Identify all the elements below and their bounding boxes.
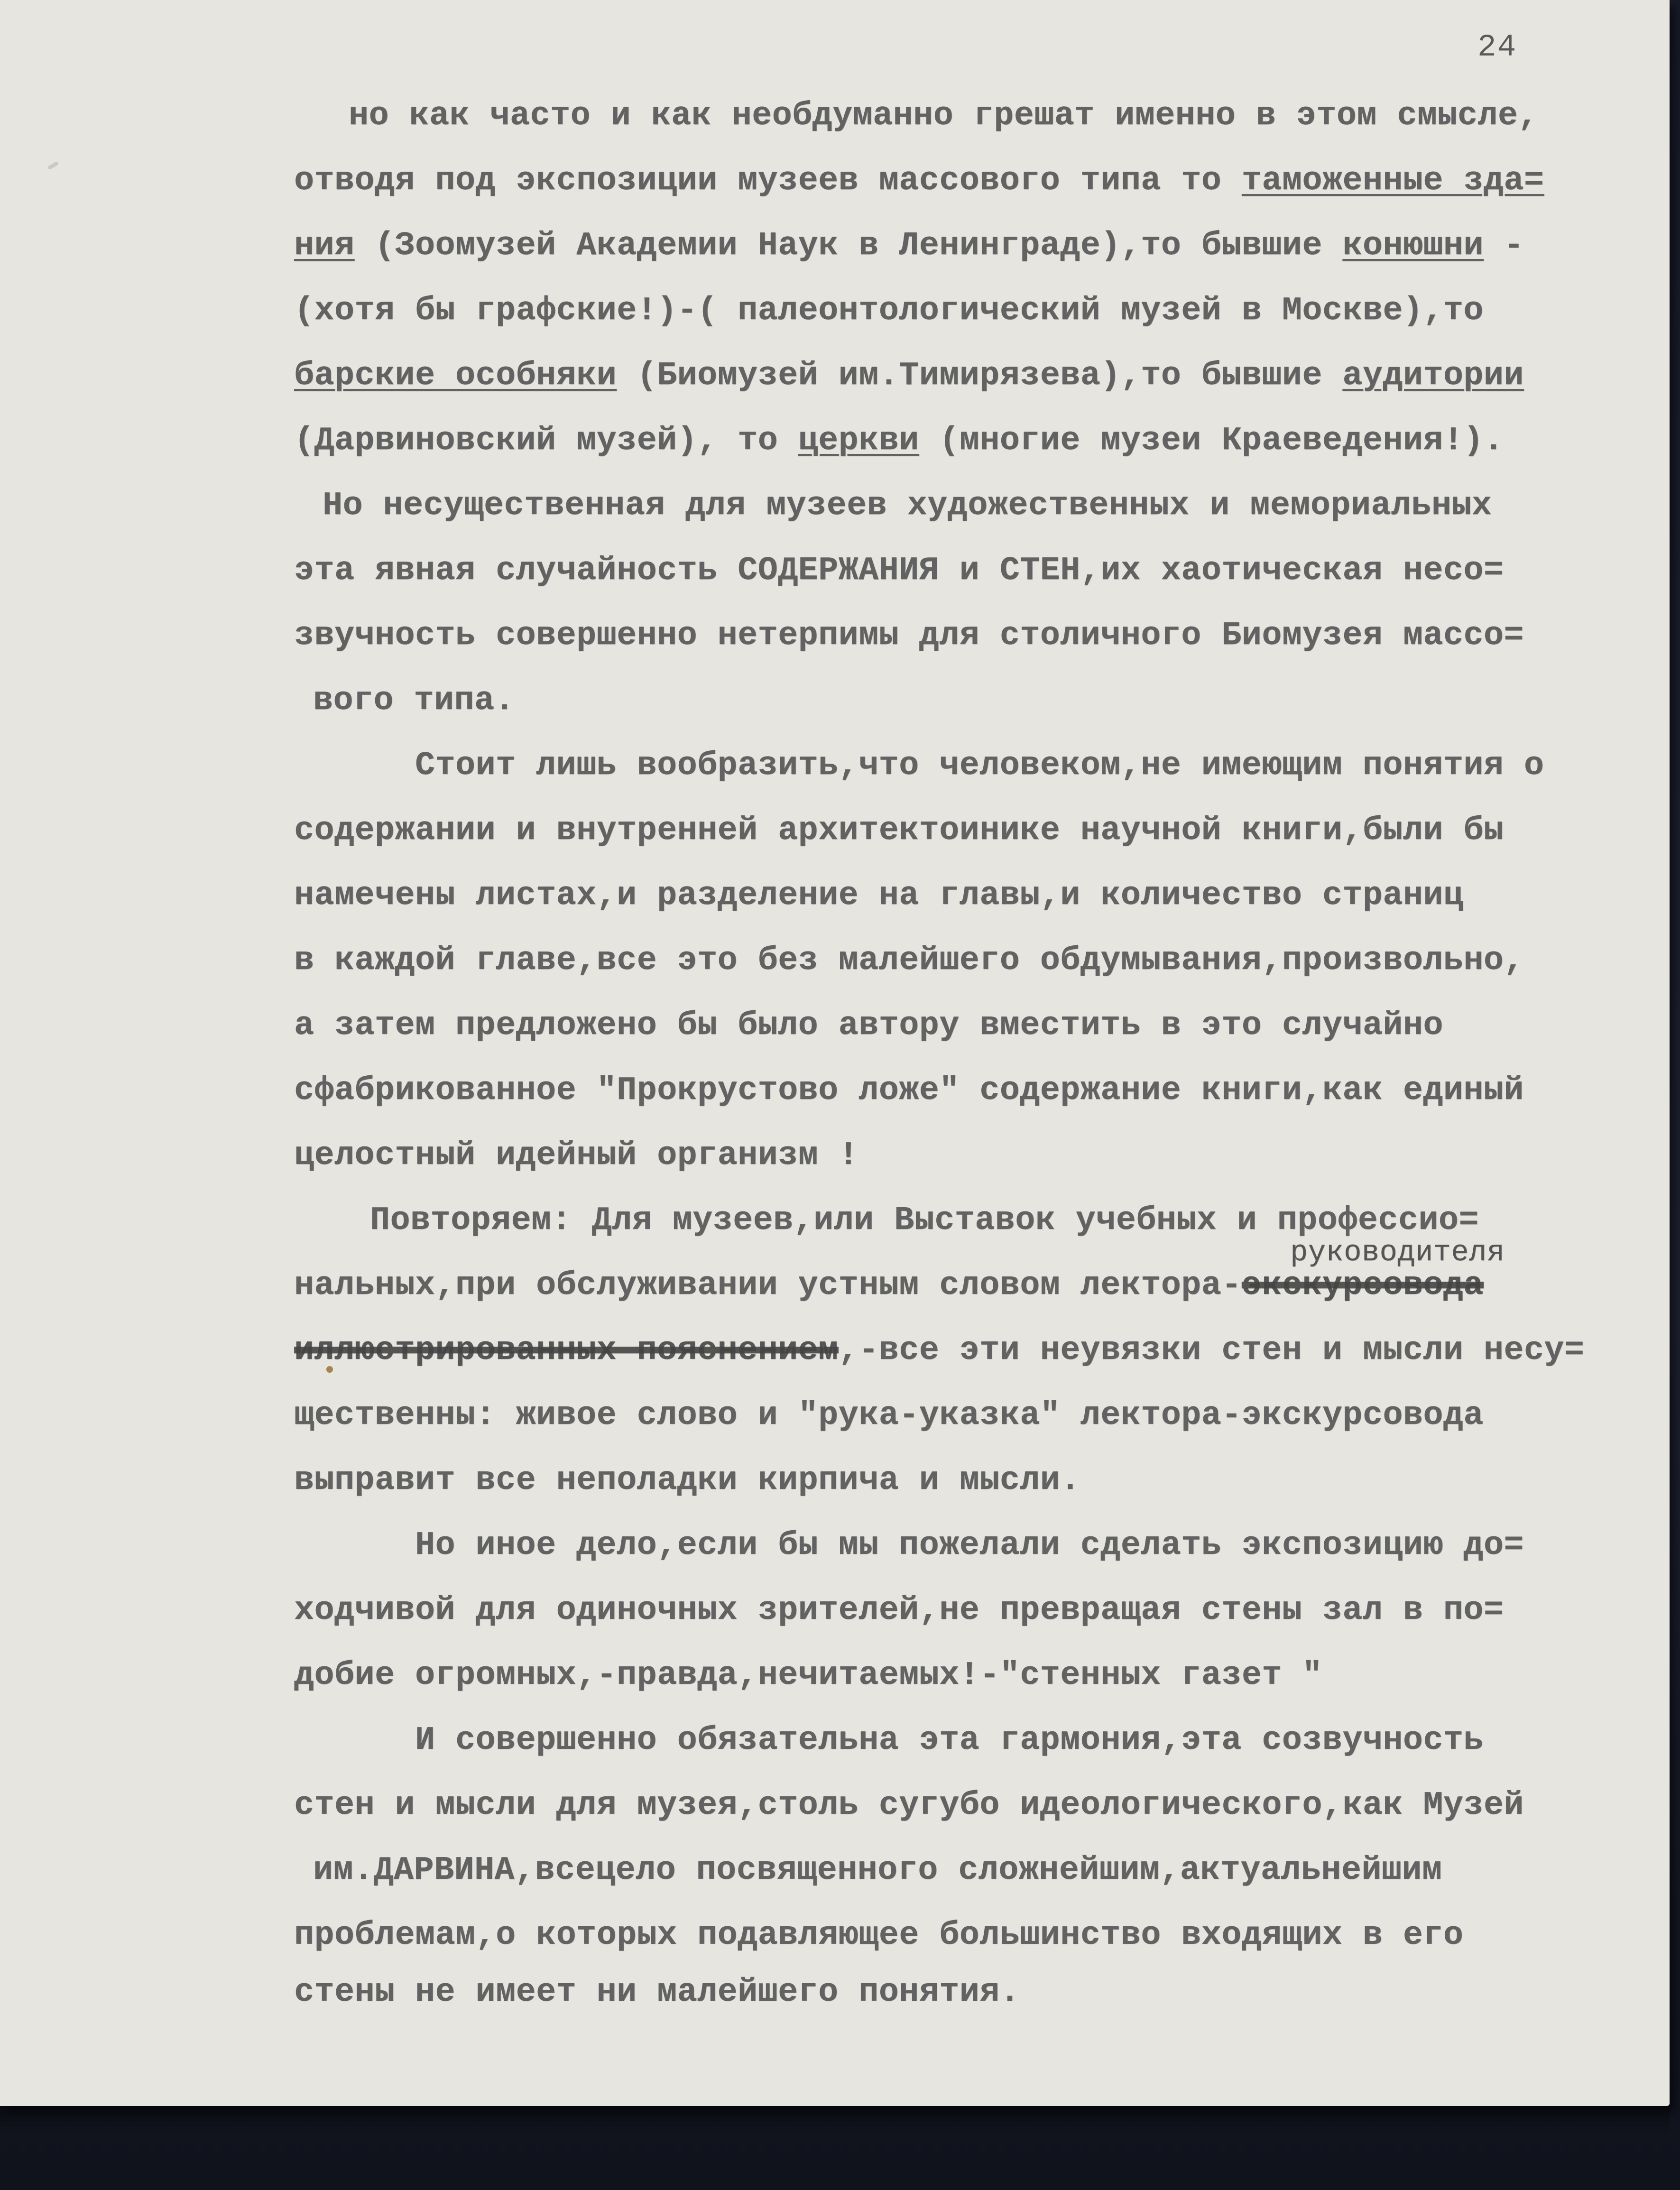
text-line xyxy=(294,1330,1613,1395)
text-line xyxy=(294,1236,1613,1330)
underlined-word: аудитории xyxy=(1342,357,1524,395)
underlined-word: барские особняки xyxy=(294,357,617,395)
text-segment: (Зоомузей Академии Наук в Ленинграде),то бывшие xyxy=(354,227,1343,265)
text-line xyxy=(294,160,1613,225)
text-line: а затем предложено бы было автору вместить в это случайно xyxy=(294,1007,1443,1044)
text-line: добие огромных,-правда,нечитаемых!-"стенных газет " xyxy=(294,1657,1322,1694)
struck-word: экскурсовода xyxy=(1241,1267,1484,1304)
underlined-word: церкви xyxy=(798,422,919,460)
text-line: Но несущественная для музеев художественных и мемориальных xyxy=(323,487,1492,525)
text-line: проблемам,о которых подавляющее большинство входящих в его xyxy=(294,1917,1464,1954)
underlined-word: ния xyxy=(294,227,355,265)
text-segment: (многие музеи Краеведения!). xyxy=(919,422,1504,460)
text-segment: (Биомузей им.Тимирязева),то бывшие xyxy=(617,357,1343,395)
text-line: эта явная случайность СОДЕРЖАНИЯ и СТЕН,их хаотическая несо= xyxy=(294,552,1504,590)
typed-text-body xyxy=(294,95,1613,2028)
text-segment: (Дарвиновский музей), то xyxy=(294,422,798,460)
text-line: сфабрикованное "Прокрустово ложе" содержание книги,как единый xyxy=(294,1072,1524,1109)
text-line: целостный идейный организм ! xyxy=(294,1137,859,1174)
text-line: И совершенно обязательна эта гармония,эта созвучность xyxy=(415,1722,1484,1759)
struck-phrase: иллюстрированных пояснением xyxy=(294,1332,839,1369)
text-line: звучность совершенно нетерпимы для столичного Биомузея массо= xyxy=(294,617,1524,655)
underlined-word: таможенные зда= xyxy=(1241,162,1544,200)
handwritten-insertion: руководителя xyxy=(1290,1236,1505,1269)
text-line: (хотя бы графские!)-( палеонтологический музей в Москве),то xyxy=(294,292,1484,330)
text-line xyxy=(294,355,1613,420)
text-line: содержании и внутренней архитектоинике научной книги,были бы xyxy=(294,812,1504,850)
text-line: но как часто и как необдуманно грешат именно в этом смысле, xyxy=(349,97,1538,135)
text-segment: отводя под экспозиции музеев массового типа то xyxy=(294,162,1242,200)
text-line: стен и мысли для музея,столь сугубо идеологического,как Музей xyxy=(294,1787,1524,1824)
text-line xyxy=(294,420,1613,485)
text-line: Повторяем: Для музеев,или Выставок учебных и профессио= xyxy=(370,1202,1479,1239)
text-line: им.ДАРВИНА,всецело посвященного сложнейшим,актуальнейшим xyxy=(313,1852,1442,1889)
page-number: 24 xyxy=(1477,29,1517,65)
text-line: Но иное дело,если бы мы пожелали сделать экспозицию до= xyxy=(415,1527,1524,1564)
text-line: Стоит лишь вообразить,что человеком,не имеющим понятия о xyxy=(415,747,1544,785)
paper-edge-shadow xyxy=(0,2106,1670,2135)
text-line: стены не имеет ни малейшего понятия. xyxy=(294,1974,1020,2011)
text-line: намечены листах,и разделение на главы,и количество страниц xyxy=(294,877,1464,915)
text-segment: нальных,при обслуживании устным словом лектора- xyxy=(294,1267,1242,1304)
underlined-word: конюшни xyxy=(1342,227,1484,265)
text-segment: - xyxy=(1483,227,1524,265)
text-line: щественны: живое слово и "рука-указка" лектора-экскурсовода xyxy=(294,1397,1484,1434)
text-line xyxy=(294,225,1613,290)
text-line: вого типа. xyxy=(313,682,515,720)
text-line: в каждой главе,все это без малейшего обдумывания,произвольно, xyxy=(294,942,1524,979)
text-segment: ,-все эти неувязки стен и мысли несу= xyxy=(838,1332,1585,1369)
text-line: выправит все неполадки кирпича и мысли. xyxy=(294,1462,1080,1499)
text-line: ходчивой для одиночных зрителей,не превращая стены зал в по= xyxy=(294,1592,1504,1629)
